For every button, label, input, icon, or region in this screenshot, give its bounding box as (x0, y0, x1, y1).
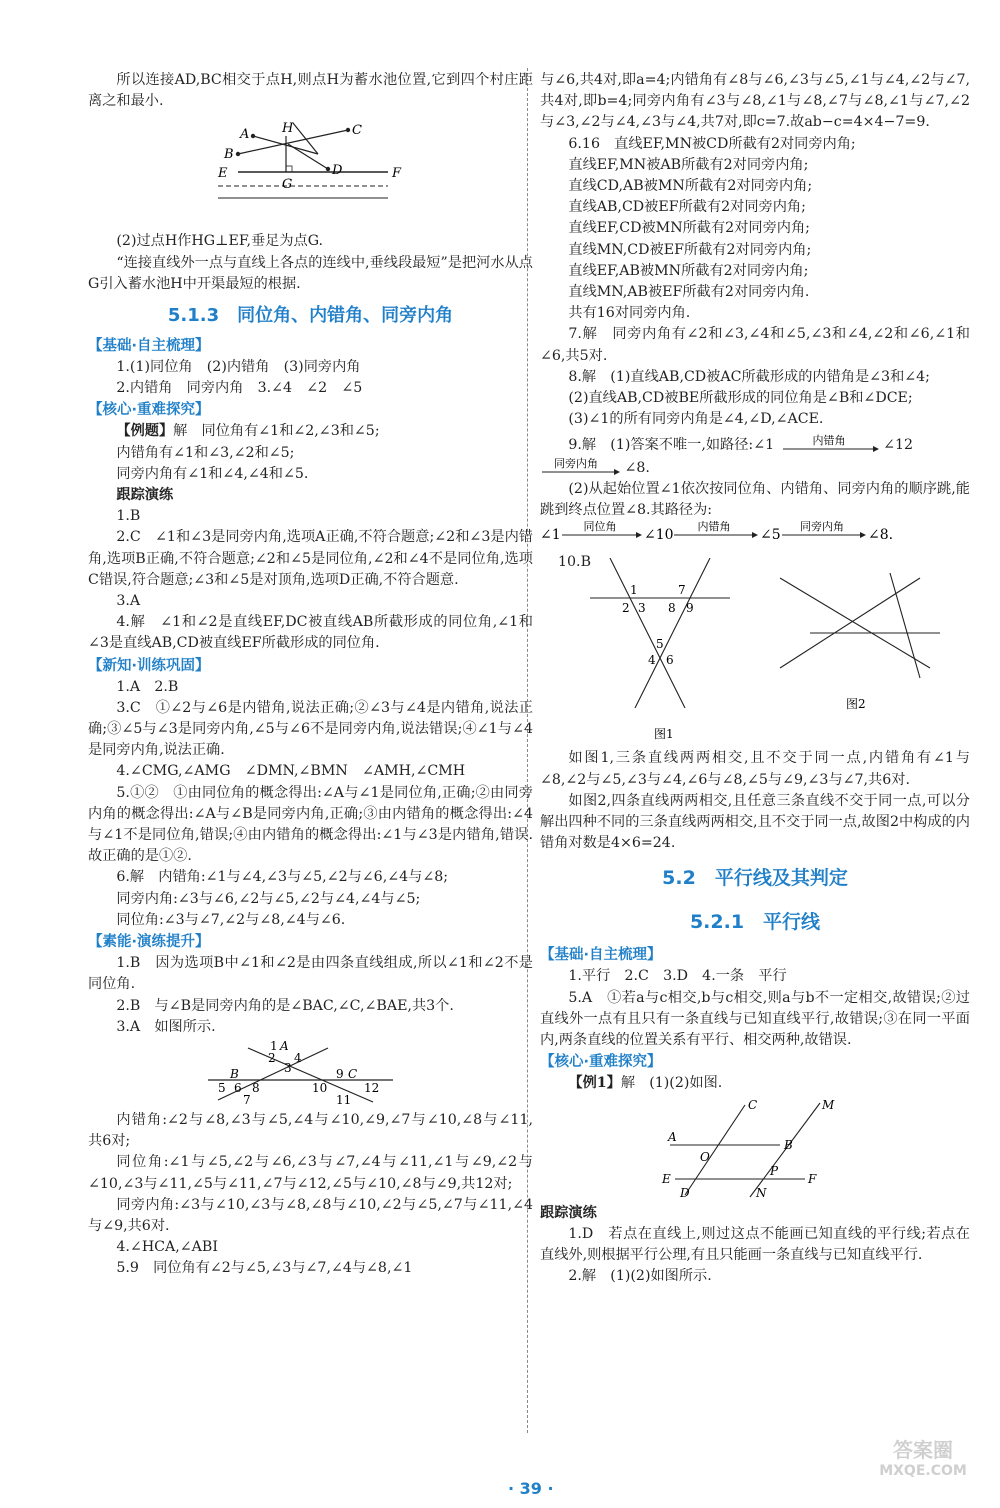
q6-line: 直线AB,CD被EF所截有2对同旁内角; (568, 199, 806, 216)
path-node: ∠10 (644, 527, 674, 544)
path-label: 同位角 (583, 521, 617, 534)
right-column (540, 70, 970, 1287)
fig3-label: 7 (678, 583, 686, 598)
new-4: 4.∠CMG,∠AMG ∠DMN,∠BMN ∠AMH,∠CMH (116, 763, 466, 780)
fig5-label-P: P (770, 1163, 779, 1178)
fig2-label-8: 8 (252, 1080, 260, 1095)
q6-line: 直线MN,AB被EF所截有2对同旁内角. (568, 284, 810, 301)
new-3: 3.C ①∠2与∠6是内错角,说法正确;②∠3与∠4是内错角,说法正确;③∠5与∠3是同旁内角,∠5与∠6不是同旁内角,说法错误;④∠1与∠4是同旁内角,说法正确. (88, 699, 533, 759)
fig5-label-D: D (680, 1185, 690, 1200)
example1-text: 解 (1)(2)如图. (620, 1075, 723, 1092)
fig1-label-D: D (332, 163, 343, 179)
q6-first: 6.16 直线EF,MN被CD所截有2对同旁内角; (568, 135, 856, 152)
fig5-label-A: A (668, 1129, 677, 1144)
tag-core-2: 【核心·重难探究】 (540, 1054, 662, 1071)
q9-path (540, 521, 960, 545)
track-2: 2.C ∠1和∠3是同旁内角,选项A正确,不符合题意;∠2和∠3是内错角,选项B正确,不符合题意;∠2和∠5是同位角,∠2和∠4不是同位角,选项C错误,符合题意;∠3和∠5是对顶角,选项D正确,不符合题意. (88, 529, 533, 588)
fig2-label-B: B (230, 1066, 239, 1081)
q10-explain-2: 如图2,四条直线两两相交,且任意三条直线不交于同一点,可以分解出四种不同的三条直线两两相交,且不交于同一点,故图2中构成的内错角对数是4×6=24. (540, 792, 970, 852)
path-node: ∠5 (760, 527, 781, 544)
fig2-label-10: 10 (312, 1080, 328, 1095)
fig5-label-N: N (756, 1185, 767, 1200)
q10-figures (540, 552, 970, 748)
tag-basic: 【基础·自主梳理】 (88, 338, 210, 355)
example-line-3: 同旁内角有∠1和∠4,∠4和∠5. (116, 465, 309, 482)
track-3: 3.A (116, 593, 141, 610)
village-figure (198, 114, 498, 229)
fig3-label: 6 (666, 653, 674, 668)
track2-2: 2.解 (1)(2)如图所示. (568, 1268, 712, 1285)
track2-1: 1.D 若点在直线上,则过这点不能画已知直线的平行线;若点在直线外,则根据平行公理,有且只能画一条直线与已知直线平行. (540, 1225, 970, 1263)
q6-line: 直线EF,AB被MN所截有2对同旁内角; (568, 262, 809, 279)
fig1-label-H: H (282, 121, 294, 137)
q6-line: 直线EF,CD被MN所截有2对同旁内角; (568, 220, 810, 237)
new-6b: 同旁内角:∠3与∠6,∠2与∠5,∠2与∠4,∠4与∠5; (116, 890, 421, 907)
basic2-5: 5.A ①若a与c相交,b与c相交,则a与b不一定相交,故错误;②过直线外一点有且只有一条直线与已知直线平行,故错误;③在同一平面内,两条直线的位置关系有平行、相交两种,故错误. (540, 989, 970, 1049)
fig3-label: 8 (668, 601, 676, 616)
example-line-2: 内错角有∠1和∠3,∠2和∠5; (116, 444, 295, 461)
skill-2: 2.B 与∠B是同旁内角的是∠BAC,∠C,∠BAE,共3个. (116, 997, 454, 1014)
fig2-label-A: A (280, 1039, 289, 1053)
fig3-label: 2 (622, 601, 630, 616)
section-title-5-2: 5.2 平行线及其判定 (662, 867, 848, 890)
q10-explain-1: 如图1,三条直线两两相交,且不交于同一点,内错角有∠1与∠8,∠2与∠5,∠3与∠4,∠6与∠8,∠5与∠9,∠3与∠7,共6对. (540, 750, 970, 788)
skill-3c: 同旁内角:∠3与∠10,∠3与∠8,∠8与∠10,∠2与∠5,∠7与∠11,∠4与∠9,共6对. (88, 1196, 533, 1234)
fig1-label-F: F (392, 166, 402, 182)
figure-2-caption: 图2 (846, 697, 866, 712)
section-title-5-1-3: 5.1.3 同位角、内错角、同旁内角 (167, 305, 454, 327)
path-node: ∠8. (868, 527, 894, 544)
q9c: (2)从起始位置∠1依次按同位角、内错角、同旁内角的顺序跳,能跳到终点位置∠8.其路径为: (540, 480, 970, 519)
step-2: (2)过点H作HG⊥EF,垂足为点G. (116, 233, 324, 250)
page-number: · 39 · (508, 1479, 554, 1498)
q5-continued: 与∠6,共4对,即a=4;内错角有∠8与∠6,∠3与∠5,∠1与∠4,∠2与∠7,共4对,即b=4;同旁内角有∠3与∠8,∠1与∠8,∠7与∠8,∠1与∠7,∠2与∠3,∠2与∠4,∠3与∠4,共7对,即c=7.故ab−c=4×4−7=9. (540, 72, 970, 131)
page-number-value: 39 (519, 1479, 542, 1498)
skill-3b: 同位角:∠1与∠5,∠2与∠6,∠3与∠7,∠4与∠11,∠1与∠9,∠2与∠10,∠3与∠11,∠5与∠11,∠7与∠12,∠5与∠10,∠8与∠9,共12对; (88, 1154, 533, 1192)
q9a-text: 9.解 (1)答案不唯一,如路径:∠1 (568, 437, 775, 454)
angles-figure (188, 1040, 488, 1108)
fig1-label-C: C (352, 123, 362, 139)
fig2-label-11: 11 (336, 1092, 352, 1107)
q9-line1 (540, 434, 970, 456)
intro-text: 所以连接AD,BC相交于点H,则点H为蓄水池位置,它到四个村庄距离之和最小. (88, 72, 533, 110)
path-label: 内错角 (697, 521, 731, 534)
left-column (88, 70, 533, 1280)
q6-line: 直线CD,AB被MN所截有2对同旁内角; (568, 178, 813, 195)
fig5-label-M: M (822, 1097, 835, 1112)
fig3-label: 3 (638, 601, 646, 616)
fig5-label-B: B (784, 1137, 793, 1152)
q8a: 8.解 (1)直线AB,CD被AC所截形成的内错角是∠3和∠4; (568, 368, 930, 385)
figure-1 (590, 558, 740, 748)
example-text: 解 同位角有∠1和∠2,∠3和∠5; (173, 423, 380, 440)
fig3-label: 5 (656, 637, 664, 652)
basic2-1: 1.平行 2.C 3.D 4.一条 平行 (568, 968, 787, 985)
track-heading: 跟踪演练 (116, 487, 174, 504)
fig2-label-3: 3 (284, 1060, 292, 1075)
basic-answer-2: 2.内错角 同旁内角 3.∠4 ∠2 ∠5 (116, 380, 363, 397)
path-label: 同旁内角 (800, 521, 844, 534)
q10-answer: 10.B (558, 554, 591, 571)
watermark-logo: 答案圈 (893, 1438, 953, 1462)
track-heading-2: 跟踪演练 (540, 1204, 597, 1221)
skill-5: 5.9 同位角有∠2与∠5,∠3与∠7,∠4与∠8,∠1 (116, 1260, 413, 1277)
fig2-label-12: 12 (364, 1080, 380, 1095)
fig3-label: 9 (686, 601, 694, 616)
fig5-label-E: E (662, 1171, 671, 1186)
fig1-label-E: E (218, 166, 228, 182)
fig1-label-B: B (224, 147, 234, 163)
q9-arrow1-label: 内错角 (812, 434, 846, 448)
q6-total: 共有16对同旁内角. (568, 305, 691, 322)
example1 (540, 1073, 970, 1094)
tag-new: 【新知·训练巩固】 (88, 657, 210, 674)
fig2-label-6: 6 (234, 1080, 242, 1095)
skill-4: 4.∠HCA,∠ABI (116, 1239, 218, 1256)
new-6a: 6.解 内错角:∠1与∠4,∠3与∠5,∠2与∠6,∠4与∠8; (116, 869, 449, 886)
q7: 7.解 同旁内角有∠2和∠3,∠4和∠5,∠3和∠4,∠2和∠6,∠1和∠6,共5对. (540, 326, 970, 364)
q6-line: 直线MN,CD被EF所截有2对同旁内角; (568, 241, 812, 258)
fig2-label-C: C (348, 1066, 358, 1081)
fig2-label-9: 9 (336, 1066, 344, 1081)
new-6c: 同位角:∠3与∠7,∠2与∠8,∠4与∠6. (116, 911, 346, 928)
parallel-figure (660, 1097, 890, 1201)
new-1: 1.A 2.B (116, 678, 179, 695)
tag-skill: 【素能·演练提升】 (88, 934, 210, 951)
fig2-label-4: 4 (294, 1050, 302, 1065)
fig3-label: 4 (648, 653, 656, 668)
section-title-5-2-1: 5.2.1 平行线 (689, 911, 821, 934)
fig2-label-7: 7 (243, 1092, 251, 1107)
fig2-label-5: 5 (218, 1080, 226, 1095)
q9a-end: ∠12 (883, 437, 914, 454)
tag-core: 【核心·重难探究】 (88, 402, 210, 419)
q8c: (3)∠1的所有同旁内角是∠4,∠D,∠ACE. (568, 411, 824, 428)
example1-label: 【例1】 (568, 1075, 621, 1092)
tag-basic-2: 【基础·自主梳理】 (540, 947, 662, 964)
q9-arrow-2 (540, 457, 620, 479)
fig5-label-C: C (748, 1097, 758, 1112)
track-4: 4.解 ∠1和∠2是直线EF,DC被直线AB所截形成的同位角,∠1和∠3是直线AB,CD被直线EF所截形成的同位角. (88, 614, 533, 652)
q6-line: 直线EF,MN被AB所截有2对同旁内角; (568, 156, 809, 173)
track-1: 1.B (116, 508, 141, 525)
path-node: ∠1 (540, 527, 561, 544)
watermark-url: MXQE.COM (879, 1463, 967, 1480)
fig2-label-2: 2 (268, 1050, 276, 1065)
fig3-label: 1 (630, 583, 638, 598)
figure-1-caption: 图1 (654, 727, 674, 742)
q9b-end: ∠8. (624, 459, 650, 476)
fig5-label-O: O (700, 1149, 710, 1164)
skill-1: 1.B 因为选项B中∠1和∠2是由四条直线组成,所以∠1和∠2不是同位角. (88, 955, 533, 993)
q8b: (2)直线AB,CD被BE所截形成的同位角是∠B和∠DCE; (568, 390, 913, 407)
new-5: 5.①② ①由同位角的概念得出:∠A与∠1是同位角,正确;②由同旁内角的概念得出:∠A与∠B是同旁内角,正确;③由内错角的概念得出:∠4与∠1不是同位角,错误;④由内错角的概念得出:∠1与∠3是内错角,错误.故正确的是①②. (88, 784, 533, 865)
watermark (858, 1440, 988, 1500)
fig1-label-G: G (282, 177, 293, 193)
basic-answer-1: 1.(1)同位角 (2)内错角 (3)同旁内角 (116, 359, 361, 376)
skill-3a: 内错角:∠2与∠8,∠3与∠5,∠4与∠10,∠9,∠7与∠10,∠8与∠11,共6对; (88, 1111, 533, 1150)
fig2-label-1: 1 (270, 1039, 278, 1053)
example-label: 【例题】 (116, 423, 174, 440)
skill-3: 3.A 如图所示. (116, 1018, 216, 1035)
fig5-label-F: F (808, 1171, 817, 1186)
q9-arrow2-label: 同旁内角 (554, 456, 598, 470)
figure-2 (770, 568, 950, 718)
q9-line2 (540, 457, 970, 479)
fig1-label-A: A (240, 127, 250, 143)
example-line-1 (88, 421, 533, 442)
reason-text: “连接直线外一点与直线上各点的连线中,垂线段最短”是把河水从点G引入蓄水池H中开渠最短的根据. (88, 254, 533, 292)
q9-arrow-1 (779, 434, 879, 456)
